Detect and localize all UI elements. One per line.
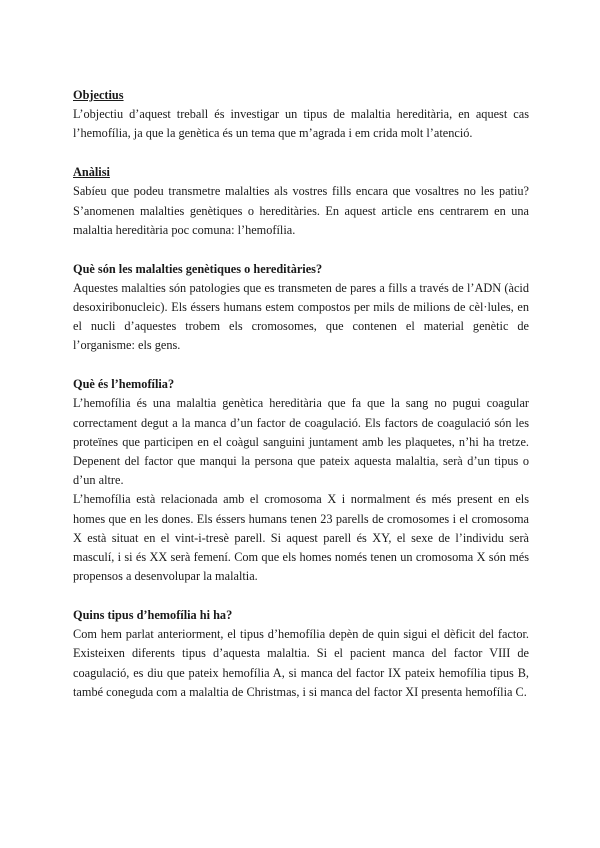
section-gap [73,144,529,164]
section-heading: Quins tipus d’hemofília hi ha? [73,608,233,623]
section-objectius [73,86,529,144]
section-heading: Anàlisi [73,165,110,180]
section-gap [73,586,529,606]
section-que-es-hemofilia [73,375,529,586]
paragraph: L’hemofília està relacionada amb el cromosoma X i normalment és més present en els homes que en les dones. Els éssers humans tenen 23 parells de cromosomes i el cromosoma X està situat en el vint-i-tresè parell. Si aquest parell és XY, el sexe de l’individu serà masculí, i si és XX serà femení. Com que els homes només tenen un cromosoma X són més propensos a desenvolupar la malaltia. [73,492,529,584]
paragraph: Aquestes malalties són patologies que es transmeten de pares a fills a través de l’ADN (àcid desoxiribonucleic). Els éssers humans estem compostos per mils de milions de cèl·lules, en el nucli d’aquestes trobem els cromosomes, que contenen el material genètic de l’organisme: els gens. [73,280,529,353]
section-analisi [73,163,529,240]
section-heading: Què són les malalties genètiques o hereditàries? [73,261,323,276]
section-heading: Objectius [73,88,124,102]
section-tipus-hemofilia [73,606,529,702]
paragraph: Com hem parlat anteriorment, el tipus d’hemofília depèn de quin sigui el dèficit del factor. Existeixen diferents tipus d’aquesta malaltia. Si el pacient manca del factor VIII de coagulació, es diu que pateix hemofília A, si manca del factor IX pateix hemofília tipus B, també coneguda com a malaltia de Christmas, i si manca del factor XI presenta hemofília C. [73,627,529,699]
section-gap [73,240,529,260]
paragraph: Sabíeu que podeu transmetre malalties als vostres fills encara que vosaltres no les patiu? S’anomenen malalties genètiques o hereditàries. En aquest article ens centrarem en una malaltia hereditària poc comuna: l’hemofília. [73,184,529,237]
section-heading: Què és l’hemofília? [73,377,175,392]
section-malalties-genetiques [73,260,529,356]
paragraph: L’objectiu d’aquest treball és investigar un tipus de malaltia hereditària, en aquest cas l’hemofília, ja que la genètica és un tema que m’agrada i em crida molt l’atenció. [73,107,529,141]
paragraph: L’hemofília és una malaltia genètica hereditària que fa que la sang no pugui coagular correctament degut a la manca d’un factor de coagulació. Els factors de coagulació són les proteïnes que participen en el coàgul sanguini juntament amb les plaquetes, n’hi ha tretze. Depenent del factor que manqui la persona que pateix aquesta malaltia, serà d’un tipus o d’un altre. [73,396,529,488]
section-gap [73,356,529,376]
document-page [73,86,529,702]
